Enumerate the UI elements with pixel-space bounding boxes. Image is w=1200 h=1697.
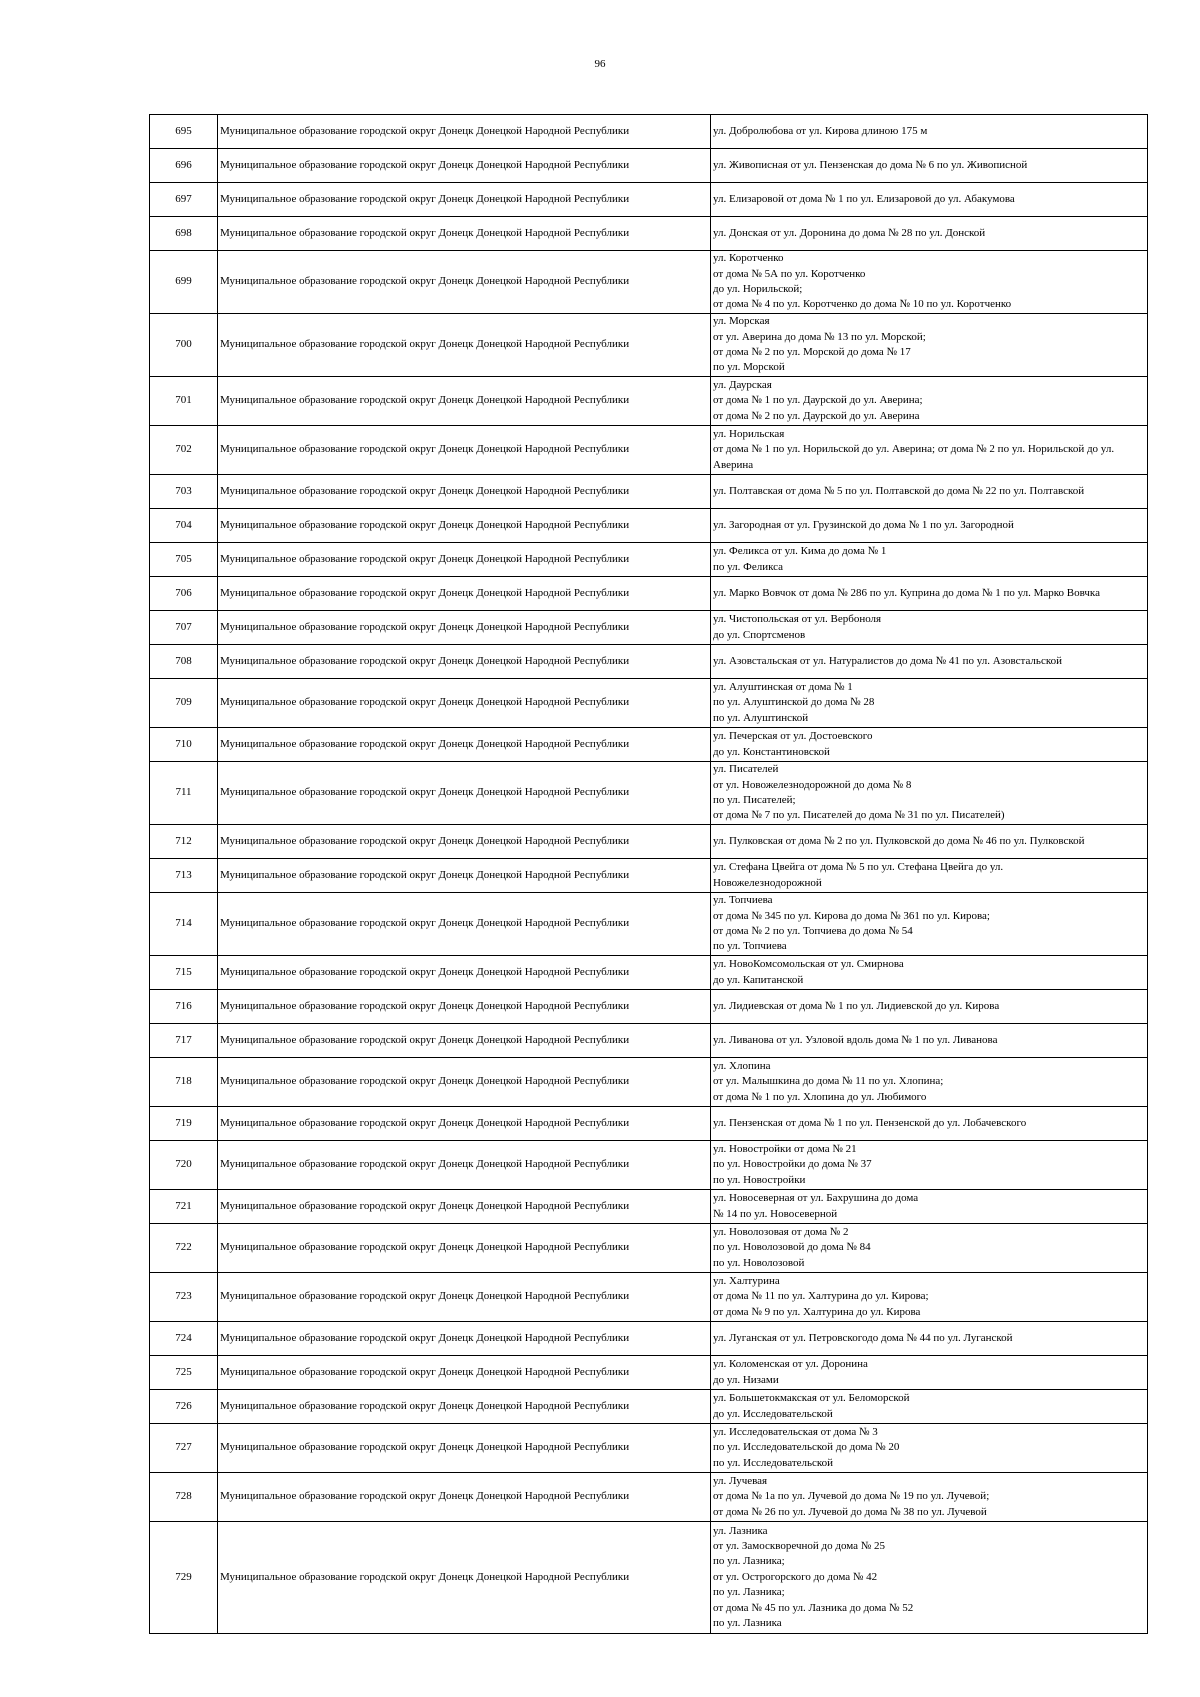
row-number: 721 [150, 1190, 218, 1224]
municipality-name: Муниципальное образование городской округ Донецк Донецкой Народной Республики [218, 1024, 711, 1058]
table-row [150, 509, 1148, 543]
row-number: 726 [150, 1390, 218, 1424]
municipality-name: Муниципальное образование городской округ Донецк Донецкой Народной Республики [218, 762, 711, 825]
table-row [150, 1322, 1148, 1356]
municipality-name: Муниципальное образование городской округ Донецк Донецкой Народной Республики [218, 956, 711, 990]
street-segments: ул. Печерская от ул. Достоевского до ул. Константиновской [711, 728, 1148, 762]
street-segments: ул. Феликса от ул. Кима до дома № 1 по ул. Феликса [711, 543, 1148, 577]
row-number: 705 [150, 543, 218, 577]
row-number: 729 [150, 1522, 218, 1634]
street-segments: ул. Большетокмакская от ул. Беломорской до ул. Исследовательской [711, 1390, 1148, 1424]
municipality-name: Муниципальное образование городской округ Донецк Донецкой Народной Республики [218, 377, 711, 426]
table-row [150, 1273, 1148, 1322]
municipality-name: Муниципальное образование городской округ Донецк Донецкой Народной Республики [218, 679, 711, 728]
row-number: 716 [150, 990, 218, 1024]
table-row [150, 956, 1148, 990]
row-number: 717 [150, 1024, 218, 1058]
registry-body [150, 115, 1148, 1634]
street-segments: ул. Топчиева от дома № 345 по ул. Кирова до дома № 361 по ул. Кирова; от дома № 2 по ул. Топчиева до дома № 54 по ул. Топчиева [711, 893, 1148, 956]
row-number: 699 [150, 251, 218, 314]
table-row [150, 1141, 1148, 1190]
municipality-name: Муниципальное образование городской округ Донецк Донецкой Народной Республики [218, 1141, 711, 1190]
municipality-name: Муниципальное образование городской округ Донецк Донецкой Народной Республики [218, 1356, 711, 1390]
street-segments: ул. Новостройки от дома № 21 по ул. Новостройки до дома № 37 по ул. Новостройки [711, 1141, 1148, 1190]
row-number: 703 [150, 475, 218, 509]
street-segments: ул. Пулковская от дома № 2 по ул. Пулковской до дома № 46 по ул. Пулковской [711, 825, 1148, 859]
row-number: 704 [150, 509, 218, 543]
street-segments: ул. Морская от ул. Аверина до дома № 13 по ул. Морской; от дома № 2 по ул. Морской до дома № 17 по ул. Морской [711, 314, 1148, 377]
table-row [150, 1522, 1148, 1634]
street-segments: ул. Алуштинская от дома № 1 по ул. Алуштинской до дома № 28 по ул. Алуштинской [711, 679, 1148, 728]
street-segments: ул. Новолозовая от дома № 2 по ул. Новолозовой до дома № 84 по ул. Новолозовой [711, 1224, 1148, 1273]
table-row [150, 1107, 1148, 1141]
municipality-name: Муниципальное образование городской округ Донецк Донецкой Народной Республики [218, 475, 711, 509]
row-number: 725 [150, 1356, 218, 1390]
row-number: 719 [150, 1107, 218, 1141]
row-number: 711 [150, 762, 218, 825]
street-segments: ул. Азовстальская от ул. Натуралистов до дома № 41 по ул. Азовстальской [711, 645, 1148, 679]
table-row [150, 1058, 1148, 1107]
municipality-name: Муниципальное образование городской округ Донецк Донецкой Народной Республики [218, 149, 711, 183]
table-row [150, 1424, 1148, 1473]
street-segments: ул. Стефана Цвейга от дома № 5 по ул. Стефана Цвейга до ул. Новожелезнодорожной [711, 859, 1148, 893]
street-segments: ул. Чистопольская от ул. Вербоноля до ул. Спортсменов [711, 611, 1148, 645]
row-number: 722 [150, 1224, 218, 1273]
street-segments: ул. Халтурина от дома № 11 по ул. Халтурина до ул. Кирова; от дома № 9 по ул. Халтурина до ул. Кирова [711, 1273, 1148, 1322]
street-segments: ул. Лазника от ул. Замоскворечной до дома № 25 по ул. Лазника; от ул. Острогорского до дома № 42 по ул. Лазника; от дома № 45 по ул. Лазника до дома № 52 по ул. Лазника [711, 1522, 1148, 1634]
municipality-name: Муниципальное образование городской округ Донецк Донецкой Народной Республики [218, 183, 711, 217]
registry-table [149, 114, 1148, 1634]
street-segments: ул. Лидиевская от дома № 1 по ул. Лидиевской до ул. Кирова [711, 990, 1148, 1024]
table-row [150, 728, 1148, 762]
table-row [150, 183, 1148, 217]
table-row [150, 611, 1148, 645]
table-row [150, 217, 1148, 251]
street-segments: ул. Добролюбова от ул. Кирова длиною 175 м [711, 115, 1148, 149]
street-segments: ул. Живописная от ул. Пензенская до дома № 6 по ул. Живописной [711, 149, 1148, 183]
street-segments: ул. Марко Вовчок от дома № 286 по ул. Куприна до дома № 1 по ул. Марко Вовчка [711, 577, 1148, 611]
street-segments: ул. Полтавская от дома № 5 по ул. Полтавской до дома № 22 по ул. Полтавской [711, 475, 1148, 509]
row-number: 728 [150, 1473, 218, 1522]
municipality-name: Муниципальное образование городской округ Донецк Донецкой Народной Республики [218, 1224, 711, 1273]
street-segments: ул. Новосеверная от ул. Бахрушина до дома № 14 по ул. Новосеверной [711, 1190, 1148, 1224]
table-row [150, 1390, 1148, 1424]
row-number: 698 [150, 217, 218, 251]
table-row [150, 893, 1148, 956]
row-number: 710 [150, 728, 218, 762]
row-number: 701 [150, 377, 218, 426]
row-number: 697 [150, 183, 218, 217]
street-segments: ул. Писателей от ул. Новожелезнодорожной до дома № 8 по ул. Писателей; от дома № 7 по ул. Писателей до дома № 31 по ул. Писателей) [711, 762, 1148, 825]
row-number: 707 [150, 611, 218, 645]
row-number: 718 [150, 1058, 218, 1107]
row-number: 713 [150, 859, 218, 893]
municipality-name: Муниципальное образование городской округ Донецк Донецкой Народной Республики [218, 1190, 711, 1224]
municipality-name: Муниципальное образование городской округ Донецк Донецкой Народной Республики [218, 1424, 711, 1473]
row-number: 720 [150, 1141, 218, 1190]
street-segments: ул. Хлопина от ул. Малышкина до дома № 11 по ул. Хлопина; от дома № 1 по ул. Хлопина до ул. Любимого [711, 1058, 1148, 1107]
municipality-name: Муниципальное образование городской округ Донецк Донецкой Народной Республики [218, 115, 711, 149]
street-segments: ул. Луганская от ул. Петровскогодо дома № 44 по ул. Луганской [711, 1322, 1148, 1356]
row-number: 702 [150, 426, 218, 475]
municipality-name: Муниципальное образование городской округ Донецк Донецкой Народной Республики [218, 893, 711, 956]
table-row [150, 762, 1148, 825]
row-number: 700 [150, 314, 218, 377]
table-row [150, 377, 1148, 426]
municipality-name: Муниципальное образование городской округ Донецк Донецкой Народной Республики [218, 217, 711, 251]
municipality-name: Муниципальное образование городской округ Донецк Донецкой Народной Республики [218, 314, 711, 377]
street-segments: ул. Лучевая от дома № 1а по ул. Лучевой до дома № 19 по ул. Лучевой; от дома № 26 по ул. Лучевой до дома № 38 по ул. Лучевой [711, 1473, 1148, 1522]
municipality-name: Муниципальное образование городской округ Донецк Донецкой Народной Республики [218, 1107, 711, 1141]
table-row [150, 426, 1148, 475]
table-row [150, 859, 1148, 893]
row-number: 715 [150, 956, 218, 990]
row-number: 712 [150, 825, 218, 859]
municipality-name: Муниципальное образование городской округ Донецк Донецкой Народной Республики [218, 990, 711, 1024]
row-number: 696 [150, 149, 218, 183]
table-row [150, 1190, 1148, 1224]
municipality-name: Муниципальное образование городской округ Донецк Донецкой Народной Республики [218, 611, 711, 645]
municipality-name: Муниципальное образование городской округ Донецк Донецкой Народной Республики [218, 859, 711, 893]
municipality-name: Муниципальное образование городской округ Донецк Донецкой Народной Республики [218, 1522, 711, 1634]
municipality-name: Муниципальное образование городской округ Донецк Донецкой Народной Республики [218, 825, 711, 859]
table-row [150, 679, 1148, 728]
table-row [150, 251, 1148, 314]
row-number: 709 [150, 679, 218, 728]
municipality-name: Муниципальное образование городской округ Донецк Донецкой Народной Республики [218, 728, 711, 762]
row-number: 708 [150, 645, 218, 679]
table-row [150, 990, 1148, 1024]
row-number: 695 [150, 115, 218, 149]
row-number: 714 [150, 893, 218, 956]
street-segments: ул. Елизаровой от дома № 1 по ул. Елизаровой до ул. Абакумова [711, 183, 1148, 217]
street-segments: ул. Пензенская от дома № 1 по ул. Пензенской до ул. Лобачевского [711, 1107, 1148, 1141]
table-row [150, 475, 1148, 509]
municipality-name: Муниципальное образование городской округ Донецк Донецкой Народной Республики [218, 577, 711, 611]
table-row [150, 543, 1148, 577]
table-row [150, 645, 1148, 679]
page-number: 96 [594, 58, 606, 70]
municipality-name: Муниципальное образование городской округ Донецк Донецкой Народной Республики [218, 251, 711, 314]
row-number: 727 [150, 1424, 218, 1473]
row-number: 706 [150, 577, 218, 611]
table-row [150, 115, 1148, 149]
row-number: 724 [150, 1322, 218, 1356]
municipality-name: Муниципальное образование городской округ Донецк Донецкой Народной Республики [218, 509, 711, 543]
table-row [150, 825, 1148, 859]
table-row [150, 314, 1148, 377]
table-row [150, 1473, 1148, 1522]
street-segments: ул. Даурская от дома № 1 по ул. Даурской до ул. Аверина; от дома № 2 по ул. Даурской до ул. Аверина [711, 377, 1148, 426]
municipality-name: Муниципальное образование городской округ Донецк Донецкой Народной Республики [218, 426, 711, 475]
street-segments: ул. Коломенская от ул. Доронина до ул. Низами [711, 1356, 1148, 1390]
street-segments: ул. Донская от ул. Доронина до дома № 28 по ул. Донской [711, 217, 1148, 251]
municipality-name: Муниципальное образование городской округ Донецк Донецкой Народной Республики [218, 543, 711, 577]
street-segments: ул. Норильская от дома № 1 по ул. Норильской до ул. Аверина; от дома № 2 по ул. Норильской до ул. Аверина [711, 426, 1148, 475]
table-row [150, 1224, 1148, 1273]
municipality-name: Муниципальное образование городской округ Донецк Донецкой Народной Республики [218, 645, 711, 679]
table-row [150, 1356, 1148, 1390]
municipality-name: Муниципальное образование городской округ Донецк Донецкой Народной Республики [218, 1058, 711, 1107]
street-segments: ул. Коротченко от дома № 5А по ул. Коротченко до ул. Норильской; от дома № 4 по ул. Коротченко до дома № 10 по ул. Коротченко [711, 251, 1148, 314]
municipality-name: Муниципальное образование городской округ Донецк Донецкой Народной Республики [218, 1473, 711, 1522]
street-segments: ул. НовоКомсомольская от ул. Смирнова до ул. Капитанской [711, 956, 1148, 990]
municipality-name: Муниципальное образование городской округ Донецк Донецкой Народной Республики [218, 1273, 711, 1322]
municipality-name: Муниципальное образование городской округ Донецк Донецкой Народной Республики [218, 1390, 711, 1424]
row-number: 723 [150, 1273, 218, 1322]
table-row [150, 577, 1148, 611]
table-row [150, 149, 1148, 183]
municipality-name: Муниципальное образование городской округ Донецк Донецкой Народной Республики [218, 1322, 711, 1356]
street-segments: ул. Исследовательская от дома № 3 по ул. Исследовательской до дома № 20 по ул. Исследовательской [711, 1424, 1148, 1473]
table-row [150, 1024, 1148, 1058]
street-segments: ул. Ливанова от ул. Узловой вдоль дома № 1 по ул. Ливанова [711, 1024, 1148, 1058]
street-segments: ул. Загородная от ул. Грузинской до дома № 1 по ул. Загородной [711, 509, 1148, 543]
